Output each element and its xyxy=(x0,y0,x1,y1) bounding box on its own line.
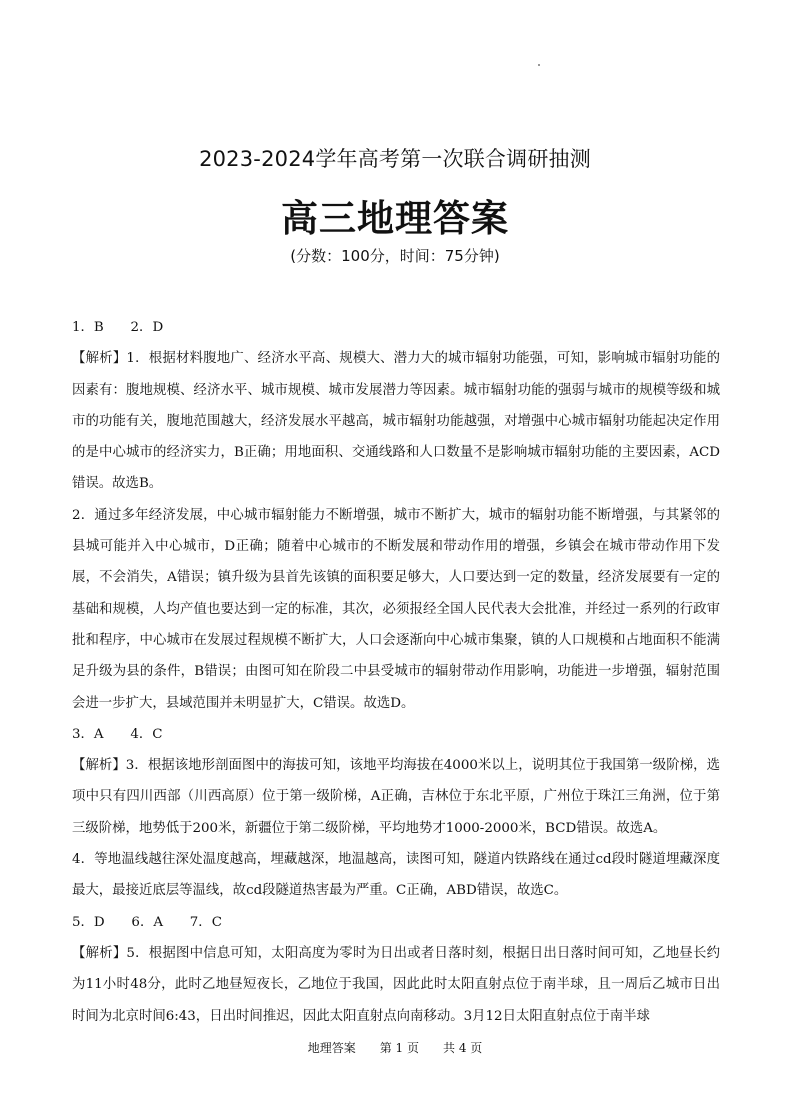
answer-key-5-7: 5．D 6．A 7．C xyxy=(72,914,222,930)
exam-title: 2023-2024学年高考第一次联合调研抽测 xyxy=(199,147,591,171)
answer-key-3-4: 3．A 4．C xyxy=(72,726,163,742)
explanation-q3: 【解析】3．根据该地形剖面图中的海拔可知，该地平均海拔在4000米以上，说明其位于我国第一级阶梯，选项中只有四川西部（川西高原）位于第一级阶梯，A正确，吉林位于东北平原，广州位于珠江三角洲，位于第三级阶梯，地势低于200米，新疆位于第二级阶梯，平均地势才1000-2000米，BCD错误。故选A。 xyxy=(72,758,720,836)
explanation-q5: 【解析】5．根据图中信息可知，太阳高度为零时为日出或者日落时刻，根据日出日落时间可知，乙地昼长约为11小时48分，此时乙地昼短夜长，乙地位于我国，因此此时太阳直射点位于南半球，且一周后乙城市日出时间为北京时间6:43，日出时间推迟，因此太阳直射点向南移动。3月12日太阳直射点位于南半球 xyxy=(72,945,720,1024)
explanation-q4: 4．等地温线越往深处温度越高，埋藏越深，地温越高，读图可知，隧道内铁路线在通过cd段时隧道埋藏深度最大，最接近底层等温线，故cd段隧道热害最为严重。C正确，ABD错误，故选C。 xyxy=(72,852,720,899)
document-title: 高三地理答案 xyxy=(281,197,509,240)
explanation-q2: 2．通过多年经济发展，中心城市辐射能力不断增强，城市不断扩大，城市的辐射功能不断增强，与其紧邻的县城可能并入中心城市，D正确；随着中心城市的不断发展和带动作用的增强，乡镇会在城市带动作用下发展，不会消失，A错误；镇升级为县首先该镇的面积要足够大，人口要达到一定的数量，经济发展要有一定的基础和规模，人均产值也要达到一定的标准，其次，必须报经全国人民代表大会批准，并经过一系列的行政审批和程序，中心城市在发展过程规模不断扩大，人口会逐渐向中心城市集聚，镇的人口规模和占地面积不能满足升级为县的条件，B错误；由图可知在阶段二中县受城市的辐射带动作用影响，功能进一步增强，辐射范围会进一步扩大，县域范围并未明显扩大，C错误。故选D。 xyxy=(72,507,720,711)
answer-body xyxy=(72,312,720,1032)
answer-key-1-2: 1．B 2．D xyxy=(72,320,164,335)
exam-info: (分数：100分，时间：75分钟) xyxy=(290,247,500,265)
page-speck xyxy=(538,64,540,66)
explanation-q1: 【解析】1．根据材料腹地广、经济水平高、规模大、潜力大的城市辐射功能强，可知，影响城市辐射功能的因素有：腹地规模、经济水平、城市规模、城市发展潜力等因素。城市辐射功能的强弱与城市的规模等级和城市的功能有关，腹地范围越大，经济发展水平越高，城市辐射功能越强，对增强中心城市辐射功能起决定作用的是中心城市的经济实力，B正确；用地面积、交通线路和人口数量不是影响城市辐射功能的主要因素，ACD错误。故选B。 xyxy=(72,351,720,492)
page-footer: 地理答案 第 1 页 共 4 页 xyxy=(307,1041,483,1055)
